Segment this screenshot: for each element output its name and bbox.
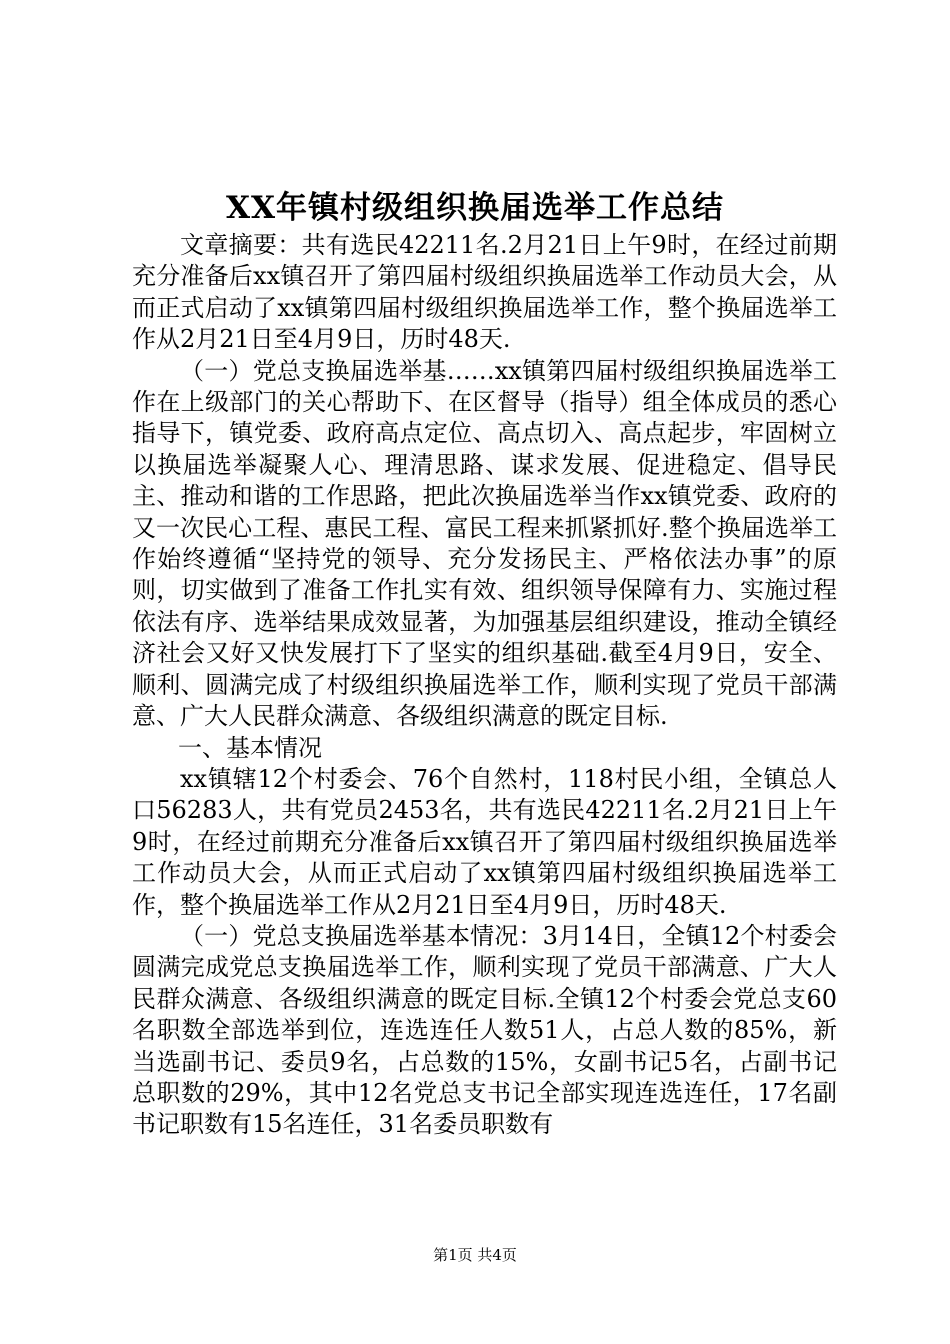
basic-info-paragraph: xx镇辖12个村委会、76个自然村，118村民小组，全镇总人口56283人，共有党员2453名，共有选民42211名.2月21日上午9时，在经过前期充分准备后xx镇召开了第四届村级组织换届选举工作动员大会，从而正式启动了xx镇第四届村级组织换届选举工作，整个换届选举工作从2月21日至4月9日，历时48天. bbox=[132, 764, 837, 919]
section-summary-paragraph: （一）党总支换届选举基……xx镇第四届村级组织换届选举工作在上级部门的关心帮助下、在区督导（指导）组全体成员的悉心指导下，镇党委、政府高点定位、高点切入、高点起步，牢固树立以换届选举凝聚人心、理清思路、谋求发展、促进稳定、倡导民主、推动和谐的工作思路，把此次换届选举当作xx镇党委、政府的又一次民心工程、惠民工程、富民工程来抓紧抓好.整个换届选举工作始终遵循“坚持党的领导、充分发扬民主、严格依法办事”的原则，切实做到了准备工作扎实有效、组织领导保障有力、实施过程依法有序、选举结果成效显著，为加强基层组织建设，推动全镇经济社会又好又快发展打下了坚实的组织基础.截至4月9日，安全、顺利、圆满完成了村级组织换届选举工作，顺利实现了党员干部满意、广大人民群众满意、各级组织满意的既定目标. bbox=[132, 356, 837, 731]
section-heading-basic-info: 一、基本情况 bbox=[178, 733, 322, 762]
document-title: XX年镇村级组织换届选举工作总结 bbox=[225, 190, 725, 226]
page-number-footer: 第1页 共4页 bbox=[433, 1246, 517, 1264]
party-election-paragraph: （一）党总支换届选举基本情况：3月14日，全镇12个村委会圆满完成党总支换届选举工作，顺利实现了党员干部满意、广大人民群众满意、各级组织满意的既定目标.全镇12个村委会党总支60名职数全部选举到位，连选连任人数51人，占总人数的85%，新当选副书记、委员9名，占总数的15%，女副书记5名，占副书记总职数的29%，其中12名党总支书记全部实现连选连任，17名副书记职数有15名连任，31名委员职数有 bbox=[132, 921, 837, 1139]
document-body bbox=[132, 230, 837, 1141]
abstract-paragraph: 文章摘要：共有选民42211名.2月21日上午9时，在经过前期充分准备后xx镇召开了第四届村级组织换届选举工作动员大会，从而正式启动了xx镇第四届村级组织换届选举工作，整个换届选举工作从2月21日至4月9日，历时48天. bbox=[132, 231, 837, 354]
